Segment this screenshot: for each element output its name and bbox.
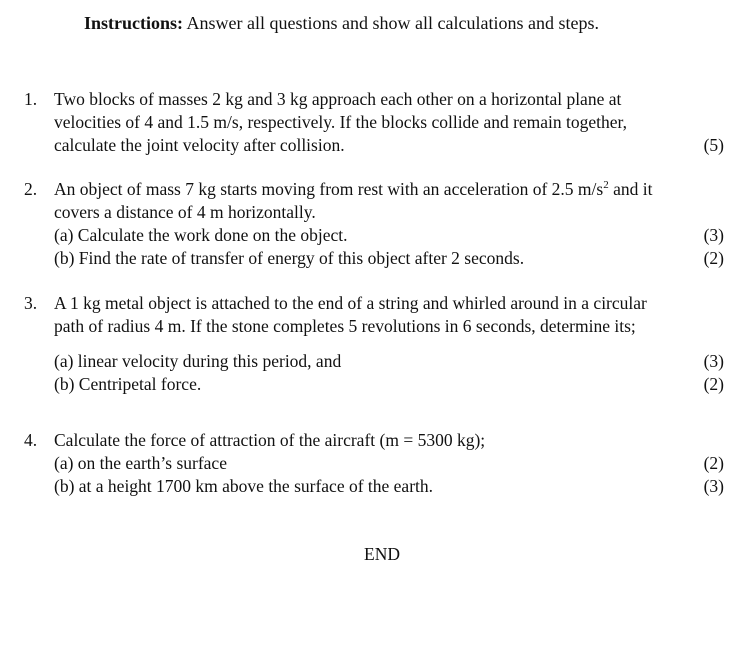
- question-number: 3.: [24, 293, 38, 313]
- question-3: [24, 292, 734, 396]
- question-4-part-a: (a) on the earth’s surface (2): [54, 452, 734, 475]
- question-3-part-b: (b) Centripetal force. (2): [54, 373, 734, 396]
- instructions-heading: [84, 12, 599, 35]
- question-1: [24, 88, 734, 157]
- instructions-label: Instructions:: [84, 13, 184, 33]
- question-1-line-3: calculate the joint velocity after collision. (5): [54, 134, 734, 157]
- question-2-line-2: covers a distance of 4 m horizontally.: [54, 202, 316, 222]
- question-2-part-b: (b) Find the rate of transfer of energy of this object after 2 seconds. (2): [54, 247, 734, 270]
- instructions-text: Answer all questions and show all calculations and steps.: [186, 13, 599, 33]
- question-4: [24, 429, 734, 498]
- question-number: 1.: [24, 89, 38, 109]
- question-3-part-a: (a) linear velocity during this period, and (3): [54, 350, 734, 373]
- marks: (3): [703, 225, 724, 245]
- marks: (2): [703, 248, 724, 268]
- marks: (5): [703, 135, 724, 155]
- question-2: [24, 178, 734, 270]
- marks: (3): [703, 351, 724, 371]
- question-1-line-1: Two blocks of masses 2 kg and 3 kg approach each other on a horizontal plane at: [54, 89, 622, 109]
- question-2-line-1: An object of mass 7 kg starts moving from rest with an acceleration of 2.5 $m/s^2$ and it: [54, 179, 653, 199]
- question-number: 4.: [24, 430, 38, 450]
- question-2-part-a: (a) Calculate the work done on the object. (3): [54, 224, 734, 247]
- marks: (2): [703, 453, 724, 473]
- question-1-line-2: velocities of 4 and 1.5 m/s, respectively. If the blocks collide and remain together,: [54, 112, 628, 132]
- question-3-line-2: path of radius 4 m. If the stone completes 5 revolutions in 6 seconds, determine its;: [54, 316, 636, 336]
- question-4-part-b: (b) at a height 1700 km above the surface of the earth. (3): [54, 475, 734, 498]
- question-number: 2.: [24, 179, 38, 199]
- question-3-line-1: A 1 kg metal object is attached to the end of a string and whirled around in a circular: [54, 293, 647, 313]
- end-marker: END: [364, 544, 400, 564]
- marks: (3): [703, 476, 724, 496]
- superscript: 2: [603, 179, 609, 192]
- question-4-line-1: Calculate the force of attraction of the aircraft (m = 5300 kg);: [54, 430, 486, 450]
- marks: (2): [703, 374, 724, 394]
